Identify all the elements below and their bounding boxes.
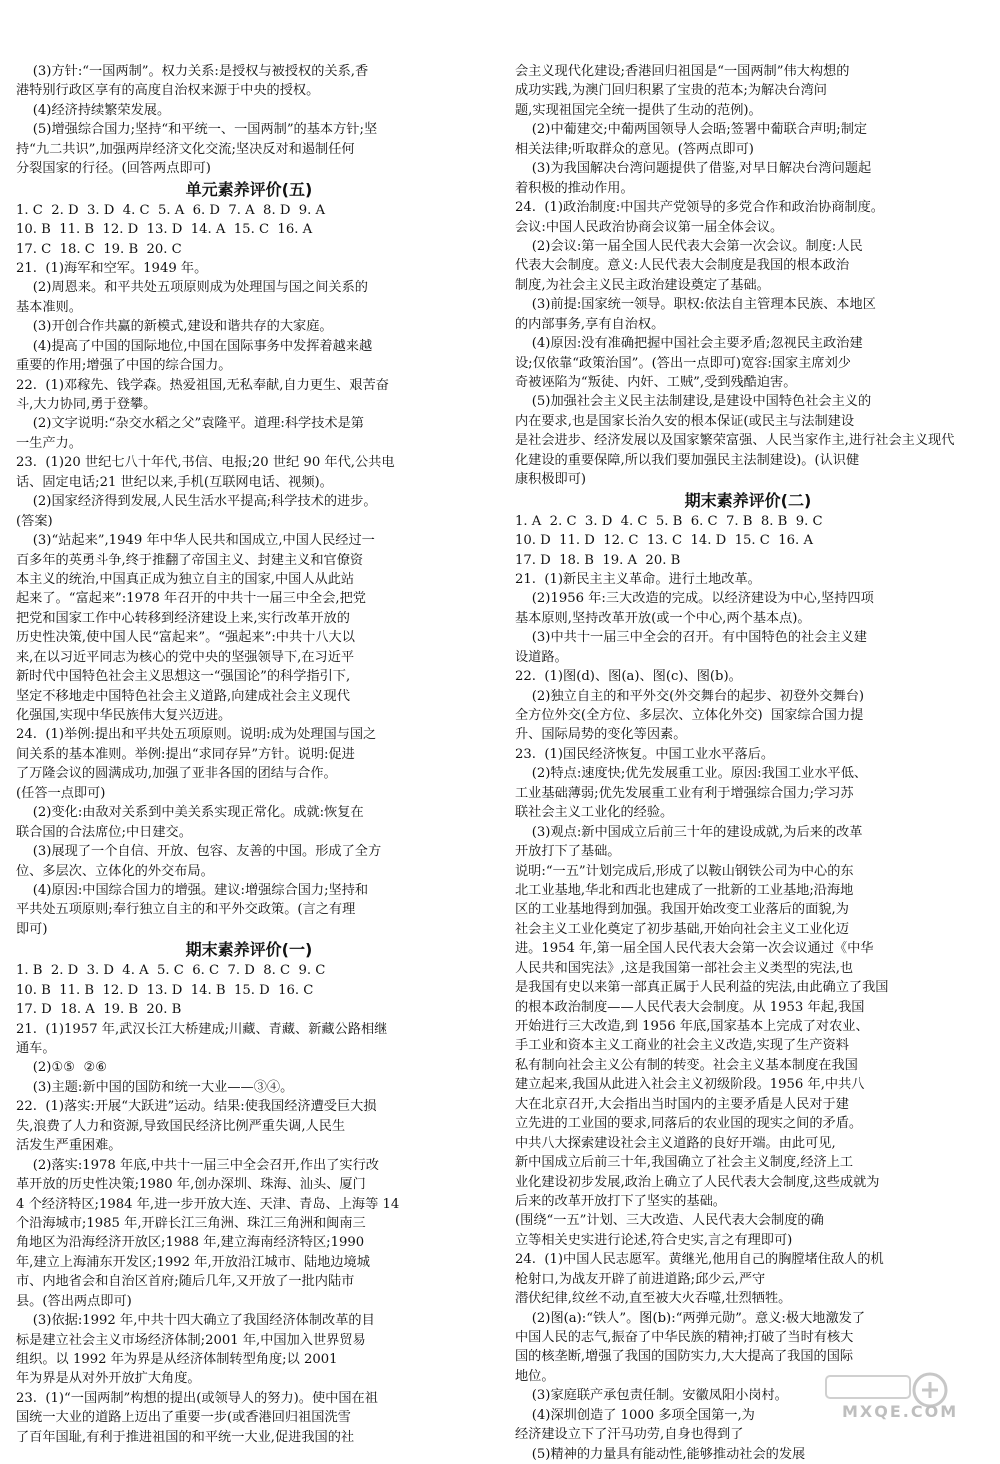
- answer-line: (4)提高了中国的国际地位,中国在国际事务中发挥着越来越: [16, 338, 373, 354]
- answer-line: 的根本政治制度——人民代表大会制度。从 1953 年起,我国: [515, 999, 865, 1015]
- answer-line: 成功实践,为澳门回归积累了宝贵的范本;为解决台湾问: [515, 83, 827, 99]
- answer-line: 间关系的基本准则。举例:提出“求同存异”方针。说明:促进: [16, 746, 355, 762]
- answer-line: 10. D 11. D 12. C 13. C 14. D 15. C 16. A: [515, 533, 813, 549]
- answer-line: 工业基础薄弱;优先发展重工业有利于增强综合国力;学习苏: [515, 785, 854, 801]
- answer-line: 手工业和资本主义工商业的社会主义改造,实现了生产资料: [515, 1038, 849, 1054]
- answer-line: 国的核垄断,增强了我国的国防实力,大大提高了我国的国际: [515, 1349, 854, 1365]
- answer-line: 活发生严重困难。: [16, 1138, 122, 1154]
- answer-line: 一生产力。: [16, 435, 82, 451]
- answer-line: 开放打下了基础。: [515, 844, 621, 860]
- answer-line: 国统一大业的道路上迈出了重要一步(或香港回归祖国洗雪: [16, 1410, 351, 1426]
- answer-line: (围绕“一五”计划、三大改造、人民代表大会制度的确: [515, 1213, 824, 1229]
- answer-line: 全方位外交(全方位、多层次、立体化外交) 国家综合国力提: [515, 708, 864, 723]
- answer-line: 个沿海城市;1985 年,开辟长江三角洲、珠江三角洲和闽南三: [16, 1215, 366, 1231]
- answer-line: (5)增强综合国力;坚持“和平统一、一国两制”的基本方针;坚: [16, 122, 378, 138]
- answer-line: 中国人民的志气,振奋了中华民族的精神;打破了当时有核大: [515, 1330, 854, 1345]
- answer-line: 22. (1)图(d)、图(a)、图(c)、图(b)。: [515, 669, 742, 685]
- answer-line: 县。(答出两点即可): [16, 1293, 132, 1309]
- answer-line: (2)会议:第一届全国人民代表大会第一次会议。制度:人民: [515, 238, 863, 254]
- answer-line: 历史性决策,使中国人民“富起来”。“强起来”:中共十八大以: [16, 630, 355, 646]
- answer-line: 升、国际局势的变化等因素。: [515, 727, 687, 743]
- answer-line: 相关法律;听取群众的意见。(答两点即可): [515, 141, 754, 157]
- answer-line: 1. A 2. C 3. D 4. C 5. B 6. C 7. B 8. B 9. C: [515, 513, 823, 529]
- answer-line: 化强国,实现中华民族伟大复兴迈进。: [16, 708, 232, 723]
- answer-line: 来,在以习近平同志为核心的党中央的坚强领导下,在习近平: [16, 649, 355, 665]
- answer-line: 24. (1)政治制度:中国共产党领导的多党合作和政治协商制度。: [515, 200, 884, 216]
- answer-line: (5)加强社会主义民主法制建设,是建设中国特色社会主义的: [515, 394, 872, 410]
- answer-line: 标是建立社会主义市场经济体制;2001 年,中国加入世界贸易: [16, 1332, 366, 1348]
- answer-line: (2)落实:1978 年底,中共十一届三中全会召开,作出了实行改: [16, 1157, 379, 1173]
- answer-line: 失,浪费了人力和资源,导致国民经济比例严重失调,人民生: [16, 1118, 346, 1134]
- answer-line: 年,建立上海浦东开发区;1992 年,开放沿江城市、陆地边境城: [16, 1254, 370, 1270]
- answer-line: 话、固定电话;21 世纪以来,手机(互联网电话、视频)。: [16, 474, 333, 490]
- answer-line: (3)为我国解决台湾问题提供了借鉴,对早日解决台湾问题起: [515, 161, 872, 177]
- answer-line: 21. (1)海军和空军。1949 年。: [16, 260, 208, 276]
- answer-line: 重要的作用;增强了中国的综合国力。: [16, 358, 232, 374]
- answer-line: (3)开创合作共赢的新模式,建设和谐共存的大家庭。: [16, 319, 333, 335]
- answer-line: 革开放的历史性决策;1980 年,创办深圳、珠海、汕头、厦门: [16, 1177, 366, 1193]
- answer-line: 是我国有史以来第一部真正属于人民利益的宪法,由此确立了我国: [515, 980, 889, 996]
- answer-line: (2)中葡建交;中葡两国领导人会晤;签署中葡联合声明;制定: [515, 122, 868, 138]
- answer-line: (2)文字说明:“杂交水稻之父”袁隆平。道理:科学技术是第: [16, 416, 364, 432]
- answer-line: (4)经济持续繁荣发展。: [16, 102, 171, 118]
- answer-line: 会主义现代化建设;香港回归祖国是“一国两制”伟大构想的: [515, 64, 850, 79]
- answer-line: 年为界是从对外开放扩大角度。: [16, 1371, 201, 1387]
- answer-line: 角地区为沿海经济开放区;1988 年,建立海南经济特区;1990: [16, 1235, 365, 1251]
- answer-line: 17. C 18. C 19. B 20. C: [16, 241, 182, 257]
- answer-line: (4)原因:没有准确把握中国社会主要矛盾;忽视民主政治建: [515, 336, 863, 352]
- answer-line: 开始进行三大改造,到 1956 年底,国家基本上完成了对农业、: [515, 1019, 869, 1034]
- answer-line: 把党和国家工作中心转移到经济建设上来,实行改革开放的: [16, 610, 350, 626]
- answer-line: 基本原则,坚持改革开放(或一个中心,两个基本点)。: [515, 610, 811, 626]
- answer-line: (3)“站起来”,1949 年中华人民共和国成立,中国人民经过一: [16, 533, 375, 549]
- answer-line: (3)中共十一届三中全会的召开。有中国特色的社会主义建: [515, 630, 867, 646]
- answer-line: (2)变化:由敌对关系到中美关系实现正常化。成就:恢复在: [16, 805, 364, 821]
- answer-line: 分裂国家的行径。(回答两点即可): [16, 161, 211, 177]
- answer-line: 百多年的英勇斗争,终于推翻了帝国主义、封建主义和官僚资: [16, 552, 364, 568]
- answer-line: 21. (1)新民主主义革命。进行土地改革。: [515, 571, 761, 587]
- answer-line: 联社会主义工业化的经验。: [515, 805, 674, 821]
- answer-line: (2)国家经济得到发展,人民生活水平提高;科学技术的进步。: [16, 494, 377, 510]
- answer-line: 本主义的统治,中国真正成为独立自主的国家,中国人从此站: [16, 571, 355, 587]
- watermark-logo: [812, 1366, 962, 1426]
- answer-line: 制度,为社会主义民主政治建设奠定了基础。: [515, 277, 770, 293]
- answer-line: 起来了。“富起来”:1978 年召开的中共十一届三中全会,把党: [16, 591, 366, 607]
- answer-line: 业化建设初步发展,政治上确立了人民代表大会制度,这些成就为: [515, 1174, 880, 1190]
- answer-line: 的内部事务,享有自治权。: [515, 316, 665, 332]
- answer-line: (3)展现了一个自信、开放、包容、友善的中国。形成了全方: [16, 844, 382, 860]
- answer-line: 地位。: [515, 1368, 555, 1384]
- answer-line: (3)主题:新中国的国防和统一大业——③④。: [16, 1079, 294, 1095]
- answer-line: 设;仅依靠“政策治国”。(答出一点即可)宽容:国家主席刘少: [515, 355, 851, 371]
- answer-line: 新中国成立后前三十年,我国确立了社会主义制度,经济上工: [515, 1155, 854, 1171]
- answer-line: 23. (1)“一国两制”构想的提出(或领导人的努力)。使中国在祖: [16, 1390, 378, 1406]
- answer-line: (2)①⑤ ②⑥: [16, 1060, 108, 1076]
- answer-line: 着积极的推动作用。: [515, 180, 634, 196]
- answer-line: 北工业基地,华北和西北也建成了一批新的工业基地;沿海地: [515, 882, 854, 898]
- answer-line: 说明:“一五”计划完成后,形成了以鞍山钢铁公司为中心的东: [515, 863, 854, 879]
- answer-line: 奇被诬陷为“叛徒、内奸、工贼”,受到残酷迫害。: [515, 375, 797, 390]
- answer-line: (4)原因:中国综合国力的增强。建议:增强综合国力;坚持和: [16, 882, 369, 898]
- answer-line: 枪射口,为战友开辟了前进道路;邱少云,严守: [515, 1271, 766, 1287]
- answer-line: 10. B 11. B 12. D 13. D 14. B 15. D 16. C: [16, 982, 314, 998]
- answer-line: 人民共和国宪法》,这是我国第一部社会主义类型的宪法,也: [515, 960, 854, 976]
- answer-line: 代表大会制度。意义:人民代表大会制度是我国的根本政治: [515, 258, 850, 274]
- answer-line: 康积极即可): [515, 472, 587, 488]
- answer-line: 潜伏纪律,纹丝不动,直至被大火吞噬,壮烈牺牲。: [515, 1291, 792, 1307]
- answer-line: (5)精神的力量具有能动性,能够推动社会的发展: [515, 1446, 806, 1462]
- answer-line: 22. (1)邓稼先、钱学森。热爱祖国,无私奉献,自力更生、艰苦奋: [16, 377, 389, 393]
- answer-line: (任答一点即可): [16, 785, 106, 801]
- answer-line: 17. D 18. B 19. A 20. B: [515, 552, 681, 568]
- answer-line: 立等相关史实进行论述,符合史实,言之有理即可): [515, 1232, 793, 1248]
- answer-line: (3)方针:“一国两制”。权力关系:是授权与被授权的关系,香: [16, 64, 369, 79]
- answer-line: (2)周恩来。和平共处五项原则成为处理国与国之间关系的: [16, 280, 368, 296]
- answer-line: 立先进的工业国的要求,同落后的农业国的现实之间的矛盾。: [515, 1116, 863, 1132]
- answer-line: 新时代中国特色社会主义思想这一“强国论”的科学指引下,: [16, 669, 351, 685]
- answer-line: 通车。: [16, 1041, 56, 1056]
- answer-line: 设道路。: [515, 649, 568, 665]
- answer-line: 24. (1)举例:提出和平共处五项原则。说明:成为处理国与国之: [16, 727, 377, 743]
- answer-line: 1. B 2. D 3. D 4. A 5. C 6. C 7. D 8. C 9. C: [16, 963, 326, 979]
- answer-line: 港特别行政区享有的高度自治权来源于中央的授权。: [16, 83, 320, 99]
- answer-line: 经济建设立下了汗马功劳,自身也得到了: [515, 1427, 744, 1443]
- section-heading: 期末素养评价(二): [684, 490, 812, 510]
- section-heading: 期末素养评价(一): [185, 940, 313, 960]
- answer-line: 后来的改革开放打下了坚实的基础。: [515, 1193, 726, 1209]
- answer-line: (3)观点:新中国成立后前三十年的建设成就,为后来的改革: [515, 824, 863, 840]
- answer-line: 位、多层次、立体化的外交布局。: [16, 863, 214, 879]
- answer-line: 17. D 18. A 19. B 20. B: [16, 1002, 182, 1018]
- answer-line: 会议:中国人民政治协商会议第一届全体会议。: [515, 219, 784, 235]
- answer-line: 市、内地省会和自治区首府;随后几年,又开放了一批内陆市: [16, 1274, 355, 1290]
- answer-line: 是社会进步、经济发展以及国家繁荣富强、人民当家作主,进行社会主义现代: [515, 433, 955, 449]
- answer-line: 4 个经济特区;1984 年,进一步开放大连、天津、青岛、上海等 14: [16, 1196, 400, 1212]
- answer-line: 即可): [16, 921, 48, 937]
- answer-line: 联合国的合法席位;中日建交。: [16, 824, 192, 840]
- answer-line: 10. B 11. B 12. D 13. D 14. A 15. C 16. A: [16, 222, 313, 238]
- answer-line: 社会主义工业化奠定了初步基础,开始向社会主义工业化迈: [515, 921, 849, 937]
- answer-line: (3)前提:国家统一领导。职权:依法自主管理本民族、本地区: [515, 297, 876, 313]
- answer-line: 斗,大力协同,勇于登攀。: [16, 397, 157, 412]
- answer-line: (2)图(a):“铁人”。图(b):“两弹元勋”。意义:极大地激发了: [515, 1310, 866, 1326]
- answer-line: (4)深圳创造了 1000 多项全国第一,为: [515, 1407, 755, 1423]
- answer-line: 基本准则。: [16, 299, 82, 315]
- answer-line: 化建设的重要保障,所以我们要加强民主法制建设)。(认识健: [515, 452, 860, 468]
- right-column: [515, 62, 981, 1464]
- answer-line: (2)独立自主的和平外交(外交舞台的起步、初登外交舞台): [515, 688, 865, 704]
- answer-line: 23. (1)20 世纪七八十年代,书信、电报;20 世纪 90 年代,公共电: [16, 455, 395, 471]
- answer-line: 内在要求,也是国家长治久安的根本保证(或民主与法制建设: [515, 413, 855, 429]
- answer-line: 持“九二共识”,加强两岸经济文化交流;坚决反对和遏制任何: [16, 141, 355, 157]
- answer-line: 组织。以 1992 年为界是从经济体制转型角度;以 2001: [16, 1352, 338, 1367]
- answer-line: (2)特点:速度快;优先发展重工业。原因:我国工业水平低、: [515, 766, 868, 782]
- answer-line: (3)家庭联产承包责任制。安徽凤阳小岗村。: [515, 1388, 788, 1404]
- answer-line: 21. (1)1957 年,武汉长江大桥建成;川藏、青藏、新藏公路相继: [16, 1021, 388, 1037]
- answer-line: 平共处五项原则;奉行独立自主的和平外交政策。(言之有理: [16, 902, 356, 918]
- answer-line: (2)1956 年:三大改造的完成。以经济建设为中心,坚持四项: [515, 591, 874, 607]
- answer-line: 坚定不移地走中国特色社会主义道路,向建成社会主义现代: [16, 688, 350, 704]
- answer-line: (3)依据:1992 年,中共十四大确立了我国经济体制改革的目: [16, 1313, 375, 1329]
- answer-line: 大在北京召开,大会指出当时国内的主要矛盾是人民对于建: [515, 1096, 849, 1112]
- answer-line: 题,实现祖国完全统一提供了生动的范例)。: [515, 102, 762, 118]
- answer-line: (答案): [16, 513, 53, 529]
- answer-line: 进。1954 年,第一届全国人民代表大会第一次会议通过《中华: [515, 941, 874, 957]
- answer-line: 私有制向社会主义公有制的转变。社会主义基本制度在我国: [515, 1057, 858, 1073]
- section-heading: 单元素养评价(五): [185, 179, 313, 199]
- answer-line: 中共八大探索建设社会主义道路的良好开端。由此可见,: [515, 1135, 836, 1151]
- answer-line: 24. (1)中国人民志愿军。黄继光,他用自己的胸膛堵住敌人的机: [515, 1252, 884, 1268]
- answer-line: 23. (1)国民经济恢复。中国工业水平落后。: [515, 746, 775, 762]
- left-column: [16, 62, 482, 1447]
- answer-line: 了万隆会议的圆满成功,加强了亚非各国的团结与合作。: [16, 766, 337, 782]
- answer-line: 22. (1)落实:开展“大跃进”运动。结果:使我国经济遭受巨大损: [16, 1099, 377, 1115]
- answer-line: 了百年国耻,有利于推进祖国的和平统一大业,促进我国的社: [16, 1429, 355, 1445]
- answer-line: 建立起来,我国从此进入社会主义初级阶段。1956 年,中共八: [515, 1077, 865, 1093]
- answer-line: 1. C 2. D 3. D 4. C 5. A 6. D 7. A 8. D 9. A: [16, 202, 326, 218]
- answer-line: 区的工业基地得到加强。我国开始改变工业落后的面貌,为: [515, 902, 849, 918]
- watermark-text: MXQE.COM: [842, 1402, 959, 1421]
